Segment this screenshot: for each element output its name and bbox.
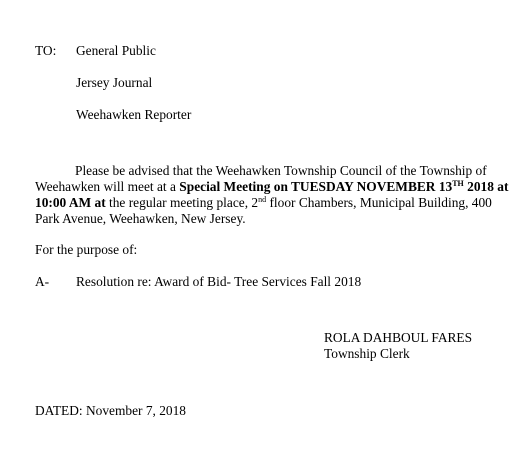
notice-line-1: Please be advised that the Weehawken Township Council of the Township of [75, 163, 487, 178]
agenda-item-text: Resolution re: Award of Bid- Tree Services Fall 2018 [76, 274, 362, 289]
dated-line: DATED: November 7, 2018 [35, 403, 186, 418]
notice-line-3-text: the regular meeting place, 2 [105, 195, 259, 210]
signatory-name: ROLA DAHBOUL FARES [324, 330, 473, 345]
notice-line-2 [35, 179, 515, 195]
recipient-jersey-journal: Jersey Journal [76, 75, 153, 90]
meeting-date-text: Special Meeting on TUESDAY NOVEMBER 13 [179, 179, 453, 194]
date-ordinal-sup: TH [452, 179, 464, 188]
meeting-year-text: 2018 at [463, 179, 509, 194]
notice-paragraph [35, 163, 515, 227]
floor-ordinal-sup: nd [258, 195, 267, 204]
recipient-weehawken-reporter: Weehawken Reporter [76, 107, 192, 122]
meeting-date-bold [179, 179, 508, 194]
notice-line-3-end: floor Chambers, Municipal Building, 400 [266, 195, 492, 210]
notice-line-2-text: Weehawken will meet at a [35, 179, 180, 194]
recipient-general-public: General Public [76, 43, 156, 58]
notice-line-3 [35, 195, 515, 211]
purpose-label: For the purpose of: [35, 242, 138, 257]
meeting-time-bold: 10:00 AM at [35, 195, 106, 210]
signatory-title: Township Clerk [324, 346, 410, 361]
agenda-item-letter: A- [35, 274, 50, 289]
to-label: TO: [35, 43, 57, 58]
notice-line-4: Park Avenue, Weehawken, New Jersey. [35, 211, 246, 226]
